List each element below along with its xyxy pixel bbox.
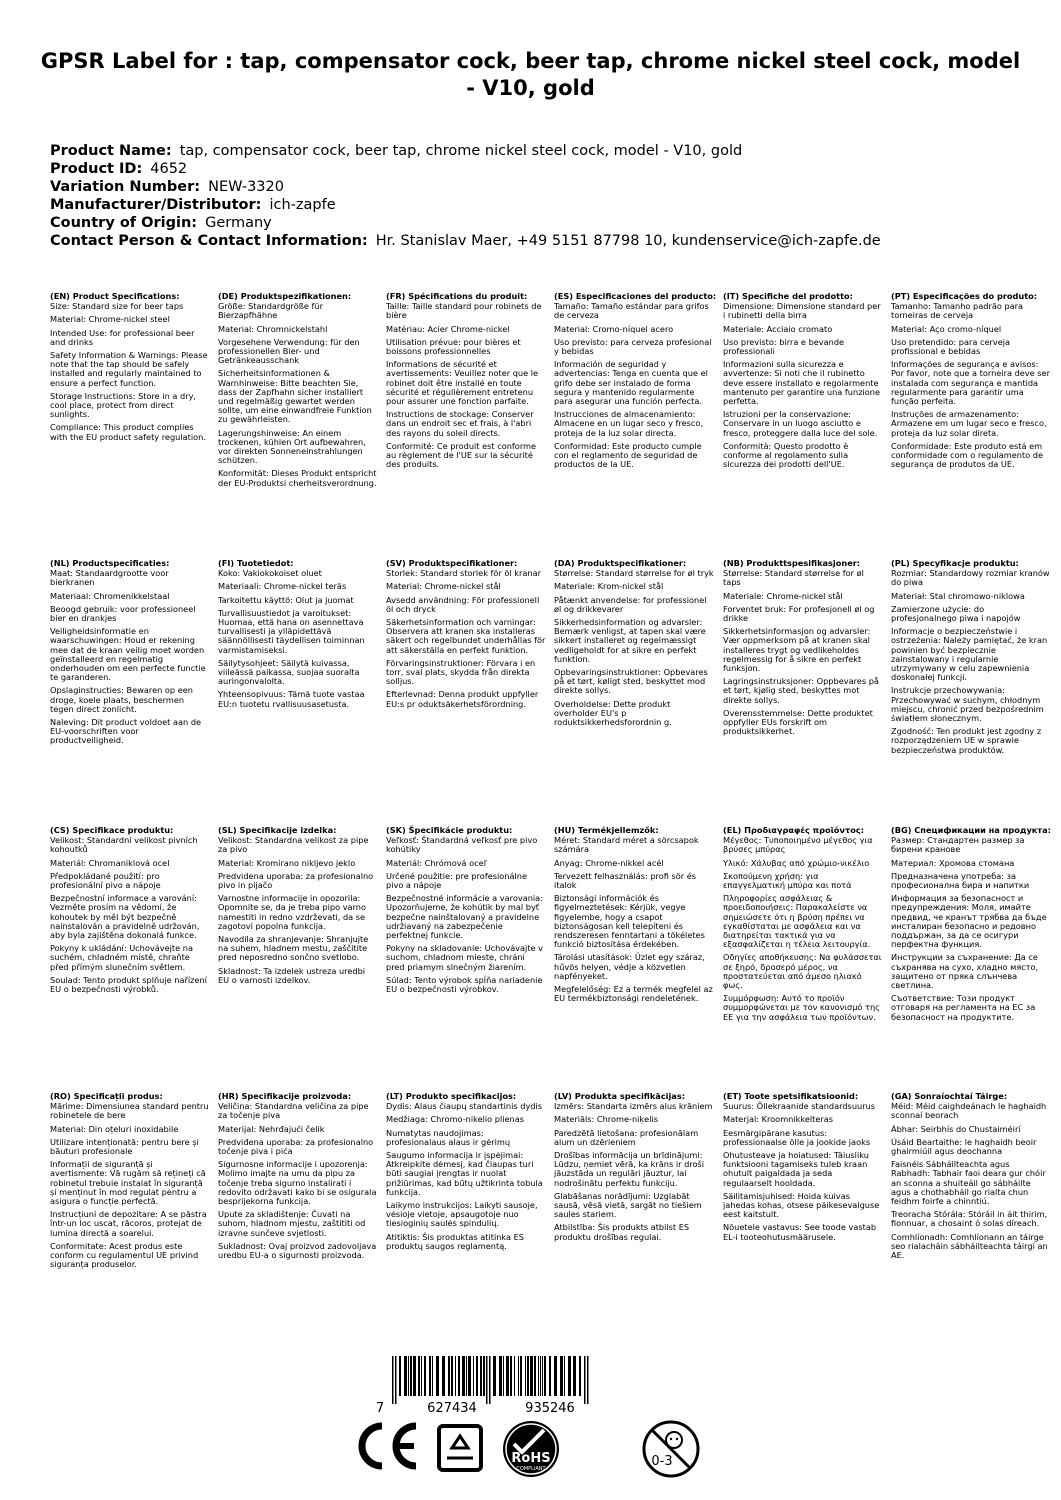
spec-line: Comhlíonadh: Comhlíonann an táirge seo rialacháin sábháilteachta táirgí an AE. bbox=[891, 1231, 1048, 1261]
spec-line: Informacje o bezpieczeństwie i ostrzeżenia: Należy pamiętać, że kran powinien być bezpiecznie zainstalowany i regularnie utrzymywany w celu zapewnienia doskonałej funkcji. bbox=[891, 626, 1048, 683]
spec-line: Lagringsinstruksjoner: Oppbevares på et tørt, kjølig sted, beskyttes mot direkte sollys. bbox=[723, 676, 879, 705]
barcode-bar bbox=[503, 1356, 504, 1396]
spec-heading: (HR) Specifikacije proizvoda: bbox=[218, 1091, 352, 1101]
spec-line: Lagerungshinweise: An einem trockenen, kühlen Ort aufbewahren, vor direkten Sonneneinstrahlungen schützen. bbox=[218, 427, 366, 466]
barcode-bar bbox=[573, 1356, 576, 1396]
spec-line: Efterlevnad: Denna produkt uppfyller EU:s pr oduktsäkerhetsförordning. bbox=[386, 689, 539, 709]
info-row bbox=[50, 232, 1030, 250]
barcode bbox=[372, 1356, 608, 1416]
spec-line: Material: Aço cromo-níquel bbox=[891, 323, 1002, 334]
spec-line: Overensstemmelse: Dette produktet oppfyller EUs forskrift om produktsikkerhet. bbox=[723, 707, 873, 737]
spec-line: Intended Use: for professional beer and drinks bbox=[50, 327, 195, 347]
spec-line: Material: Kromirano nikljevo jeklo bbox=[218, 857, 356, 868]
spec-line: Conformità: Questo prodotto è conforme al regolamento sulla sicurezza dei prodotti dell'UE. bbox=[723, 440, 849, 470]
spec-line: Turvallisuustiedot ja varoitukset: Huomaa, että hana on asennettava turvallisesti ja ylläpidettävä säännöllisesti täydellisen toiminnan varmistamiseksi. bbox=[218, 607, 365, 655]
barcode-bar bbox=[549, 1356, 551, 1396]
spec-line: Säilitamisjuhised: Hoida kuivas jahedas kohas, otsese päikesevalguse eest kaitstult. bbox=[723, 1190, 880, 1220]
barcode-digits: 627434 bbox=[427, 1401, 477, 1416]
spec-line: Instrucciones de almacenamiento: Almacene en un lugar seco y fresco, proteja de la luz solar directa. bbox=[554, 409, 704, 438]
barcode-bar bbox=[506, 1356, 509, 1396]
spec-heading: (FR) Spécifications du produit: bbox=[386, 291, 528, 301]
spec-heading: (LV) Produkta specifikācijas: bbox=[554, 1091, 685, 1101]
age-label: 0-3 bbox=[651, 1454, 673, 1469]
spec-heading: (DA) Produktspecifikationer: bbox=[554, 558, 687, 568]
spec-line: Utilizare intenționată: pentru bere și băuturi profesionale bbox=[50, 1136, 199, 1157]
spec-heading: (IT) Specifiche del prodotto: bbox=[723, 291, 853, 301]
spec-line: Overholdelse: Dette produkt overholder EU's p roduktsikkerhedsforordnin g. bbox=[554, 698, 672, 728]
spec-line: Säkerhetsinformation och varningar: Observera att kranen ska installeras säkert och regelbundet underhållas för att säkerställa en perfekt funktion. bbox=[386, 617, 546, 655]
spec-block bbox=[723, 292, 883, 473]
spec-line: Pokyny k ukládání: Uchovávejte na suchém, chladném místě, chraňte před přímým slunečním světlem. bbox=[50, 943, 193, 972]
spec-block bbox=[218, 1092, 378, 1264]
compliance-icons bbox=[0, 1418, 1061, 1482]
spec-line: Ábhar: Seirbhís do Chustaiméirí bbox=[891, 1123, 1021, 1134]
barcode-bar bbox=[483, 1356, 485, 1396]
spec-line: Skladnost: Ta izdelek ustreza uredbi EU o varnosti izdelkov. bbox=[218, 965, 366, 985]
barcode-bar bbox=[568, 1356, 571, 1396]
info-value: NEW-3320 bbox=[208, 179, 284, 195]
barcode-bar bbox=[540, 1356, 541, 1396]
spec-line: Uso previsto: birra e bevande professionali bbox=[723, 336, 845, 357]
barcode-bar bbox=[579, 1356, 581, 1396]
spec-line: Biztonsági információk és figyelmeztetések: Kérjük, vegye figyelembe, hogy a csapot biztonságosan kell telepíteni és rendszeresen fenntartani a tökéletes funkció biztosítása érdekében. bbox=[554, 893, 705, 950]
barcode-bar bbox=[424, 1356, 426, 1396]
spec-block bbox=[386, 826, 546, 998]
not-for-children-0-3-icon bbox=[640, 1418, 702, 1480]
barcode-guard-bar bbox=[489, 1356, 491, 1404]
barcode-guard-bar bbox=[486, 1356, 488, 1404]
spec-line: Drošības informācija un brīdinājumi: Lūdzu, ņemiet vērā, ka krāns ir droši jāuzstāda un regulāri jāuztur, lai nodrošinātu perfektu funkciju. bbox=[554, 1150, 705, 1188]
spec-line: Tarkoitettu käyttö: Olut ja juomat bbox=[218, 594, 354, 605]
spec-line: Konformität: Dieses Produkt entspricht der EU-Produktsi cherheitsverordnung. bbox=[218, 468, 377, 488]
spec-line: Materiał: Stal chromowo-niklowa bbox=[891, 590, 1025, 601]
spec-block bbox=[218, 559, 378, 713]
spec-line: Veľkosť: Štandardná veľkosť pre pivo kohútiky bbox=[386, 835, 538, 855]
spec-heading: (NL) Productspecificaties: bbox=[50, 558, 170, 568]
barcode-bar bbox=[514, 1356, 515, 1396]
spec-line: Bezpečnostné informácie a varovania: Upozorňujeme, že kohútik by mal byť bezpečne nainštalovaný a pravidelne udržiavaný na zabezpečenie perfektnej funkcie. bbox=[386, 893, 543, 941]
info-row bbox=[50, 196, 1030, 214]
barcode-bar bbox=[399, 1356, 401, 1396]
info-label: Product ID: bbox=[50, 161, 143, 177]
barcode-bar bbox=[520, 1356, 522, 1396]
barcode-bar bbox=[462, 1356, 465, 1396]
spec-line: Materjal: Kroomnikkelteras bbox=[723, 1114, 834, 1125]
spec-line: Conformidad: Este producto cumple con el reglamento de seguridad de productos de la UE. bbox=[554, 440, 702, 470]
barcode-bar bbox=[525, 1356, 526, 1396]
spec-line: Size: Standard size for beer taps bbox=[50, 301, 184, 312]
spec-line: Conformitate: Acest produs este conform cu regulamentul UE privind siguranța produselor. bbox=[50, 1240, 199, 1270]
spec-line: Dimensione: Dimensione standard per i rubinetti della birra bbox=[723, 301, 881, 321]
spec-line: Izmērs: Standarta izmērs alus krāniem bbox=[554, 1101, 713, 1112]
info-label: Contact Person & Contact Information: bbox=[50, 233, 368, 249]
spec-line: Maat: Standaardgrootte voor bierkranen bbox=[50, 568, 169, 588]
spec-block bbox=[723, 1092, 883, 1246]
spec-line: Méid: Méid caighdeánach le haghaidh sconnaí beorach bbox=[891, 1101, 1047, 1121]
barcode-bar bbox=[480, 1356, 482, 1396]
info-value: ich-zapfe bbox=[269, 197, 336, 213]
info-value: tap, compensator cock, beer tap, chrome nickel steel cock, model - V10, gold bbox=[179, 143, 743, 159]
rohs-sublabel: COMPLIANT bbox=[516, 1466, 546, 1472]
spec-block bbox=[50, 559, 210, 750]
barcode-bar bbox=[493, 1356, 496, 1396]
spec-line: Instruções de armazenamento: Armazene em um lugar seco e fresco, proteja da luz solar direta. bbox=[891, 409, 1047, 438]
spec-line: Laikymo instrukcijos: Laikyti sausoje, vėsioje vietoje, apsaugotoje nuo tiesioginių saulės spindulių. bbox=[386, 1200, 538, 1229]
spec-line: Materiaali: Chrome-nickel teräs bbox=[218, 581, 347, 592]
barcode-digits: 7 bbox=[375, 1401, 385, 1416]
barcode-bar bbox=[554, 1356, 557, 1396]
spec-line: Veličina: Standardna veličina za pipe za točenje piva bbox=[218, 1101, 369, 1121]
spec-line: Uso previsto: para cerveza profesional y bebidas bbox=[554, 336, 712, 357]
spec-line: Tervezett felhasználás: profi sör és italok bbox=[554, 870, 697, 891]
spec-line: Dydis: Alaus čiaupų standartinis dydis bbox=[386, 1101, 543, 1112]
spec-heading: (FI) Tuotetiedot: bbox=[218, 558, 294, 568]
barcode-bar bbox=[560, 1356, 563, 1396]
spec-line: Glabāšanas norādījumi: Uzglabāt sausā, vēsā vietā, sargāt no tiešiem saules stariem. bbox=[554, 1190, 702, 1220]
spec-heading: (ES) Especificaciones del producto: bbox=[554, 291, 717, 301]
spec-line: Predviđena uporaba: za profesionalno točenje piva i pića bbox=[218, 1136, 374, 1157]
spec-line: Predvidena uporaba: za profesionalno pivo in pijačo bbox=[218, 870, 374, 891]
info-label: Product Name: bbox=[50, 143, 172, 159]
spec-line: Sukladnost: Ovaj proizvod zadovoljava uredbu EU-a o sigurnosti proizvoda. bbox=[218, 1240, 377, 1261]
spec-line: Sigurnosne informacije i upozorenja: Molimo imajte na umu da pipu za točenje treba sigurno instalirati i redovito održavati kako bi se osigurala besprijekorna funkcija. bbox=[218, 1159, 377, 1207]
spec-line: Påtænkt anvendelse: for professionel øl og drikkevarer bbox=[554, 594, 707, 614]
spec-line: Съответствие: Този продукт отговаря на регламента на ЕС за безопасност на продуктите. bbox=[891, 993, 1036, 1022]
spec-heading: (HU) Termékjellemzők: bbox=[554, 825, 659, 835]
barcode-bar bbox=[510, 1356, 512, 1396]
spec-line: Medžiaga: Chromo-nikelio plienas bbox=[386, 1114, 525, 1125]
barcode-guard-bar bbox=[587, 1356, 589, 1404]
spec-line: Compliance: This product complies with the EU product safety regulation. bbox=[50, 422, 206, 442]
spec-line: Material: Chromnickelstahl bbox=[218, 323, 328, 334]
spec-block bbox=[554, 826, 714, 1007]
spec-line: Información de seguridad y advertencias: Tenga en cuenta que el grifo debe ser instalado de forma segura y mantenido regularmente para asegurar una función perfecta. bbox=[554, 359, 708, 407]
barcode-bar bbox=[518, 1356, 519, 1396]
spec-line: Инструкции за съхранение: Да се съхранява на сухо, хладно място, защитено от пряка слънчева светлина. bbox=[891, 952, 1039, 991]
spec-block bbox=[554, 1092, 714, 1246]
spec-line: Bezpečnostní informace a varování: Vezměte prosím na vědomí, že kohoutek by měl být bezpečně nainstalován a pravidelně udržován, aby byla zajištěna dokonalá funkce. bbox=[50, 893, 200, 941]
barcode-digits: 935246 bbox=[525, 1401, 575, 1416]
spec-line: Naleving: Dit product voldoet aan de EU-voorschriften voor productveiligheid. bbox=[50, 717, 202, 746]
spec-line: Taille: Taille standard pour robinets de bière bbox=[386, 301, 542, 321]
barcode-bar bbox=[451, 1356, 453, 1396]
spec-line: Sicherheitsinformationen & Warnhinweise: Bitte beachten Sie, dass der Zapfhahn sicher installiert und regelmäßig gewartet werden sollte, um eine einwandfreie Funktion zu gewährleisten. bbox=[218, 368, 372, 425]
spec-heading: (BG) Спецификации на продукта: bbox=[891, 825, 1051, 835]
spec-line: Informações de segurança e avisos: Por favor, note que a torneira deve ser instalada com segurança e mantida regularmente para garantir uma função perfeita. bbox=[891, 359, 1050, 407]
spec-line: Navodila za shranjevanje: Shranjujte na suhem, hladnem mestu, zaščitite pred neposredno sončno svetlobo. bbox=[218, 934, 369, 963]
spec-line: Material: Din oțeluri inoxidabile bbox=[50, 1123, 179, 1134]
spec-line: Materiaal: Chromenikkelstaal bbox=[50, 590, 170, 601]
barcode-bar bbox=[534, 1356, 536, 1396]
spec-line: Material: Cromo-níquel acero bbox=[554, 323, 674, 334]
recycle-icon bbox=[433, 1418, 487, 1478]
spec-line: Nõuetele vastavus: See toode vastab EL-i tooteohutusmäärusele. bbox=[723, 1222, 877, 1242]
spec-line: Suurus: Õllekraanide standardsuurus bbox=[723, 1101, 876, 1112]
spec-line: Materiale: Chrome-nickel stål bbox=[723, 590, 843, 601]
spec-heading: (EN) Product Specifications: bbox=[50, 291, 180, 301]
spec-line: Varnostne informacije in opozorila: Opomnite se, da je treba pipo varno namestiti in redno vzdrževati, da se zagotovi popolna funkcija. bbox=[218, 893, 366, 931]
spec-line: Størrelse: Standard størrelse for øl tryk bbox=[554, 568, 714, 579]
spec-block bbox=[50, 292, 210, 446]
page-title: GPSR Label for : tap, compensator cock, beer tap, chrome nickel steel cock, model - V10, gold bbox=[40, 49, 1021, 100]
barcode-bar bbox=[442, 1356, 445, 1396]
barcode-guard-bar bbox=[395, 1356, 397, 1404]
info-row bbox=[50, 178, 1030, 196]
spec-line: Säilytysohjeet: Säilytä kuivassa, viileässä paikassa, suojaa suoralta auringonvalolta. bbox=[218, 657, 360, 687]
barcode-bar bbox=[418, 1356, 420, 1396]
spec-block bbox=[723, 559, 883, 740]
barcode-bar bbox=[410, 1356, 412, 1396]
spec-line: Opbevaringsinstruktioner: Opbevares på et tørt, køligt sted, beskyttet mod direkte sollys. bbox=[554, 667, 708, 696]
spec-line: Πληροφορίες ασφάλειας & προειδοποιήσεις: Παρακαλείστε να σημειώσετε ότι η βρύση πρέπει να εγκαθίσταται με ασφάλεια και να διατηρείται τακτικά για να εξασφαλίζεται η τέλεια λειτουργία. bbox=[723, 893, 871, 950]
barcode-bar bbox=[404, 1356, 407, 1396]
spec-heading: (PL) Specyfikacje produktu: bbox=[891, 558, 1019, 568]
spec-line: Saugumo informacija ir įspėjimai: Atkreipkite dėmesį, kad čiaupas turi būti saugiai įrengtas ir nuolat prižiūrimas, kad būtų užtikrinta tobula funkcija. bbox=[386, 1150, 543, 1197]
spec-heading: (EL) Προδιαγραφές προϊόντος: bbox=[723, 825, 864, 835]
spec-line: Materiál: Chrómová oceľ bbox=[386, 857, 487, 868]
barcode-bar bbox=[476, 1356, 478, 1396]
barcode-bar bbox=[473, 1356, 474, 1396]
info-label: Manufacturer/Distributor: bbox=[50, 197, 262, 213]
spec-line: Materiale: Acciaio cromato bbox=[723, 323, 833, 334]
spec-line: Sikkerhetsinformasjon og advarsler: Vær oppmerksom på at kranen skal installeres trygt og vedlikeholdes regelmessig for å sikre en perfekt funksjon. bbox=[723, 626, 871, 674]
spec-heading: (ET) Toote spetsifikatsioonid: bbox=[723, 1091, 859, 1101]
spec-heading: (SL) Specifikacije izdelka: bbox=[218, 825, 337, 835]
product-info bbox=[50, 142, 1030, 250]
spec-line: Veiligheidsinformatie en waarschuwingen: Houd er rekening mee dat de kraan veilig moet worden geïnstalleerd en regelmatig onderhouden om een perfecte functie te garanderen. bbox=[50, 626, 206, 683]
spec-line: Faisnéis Sábháilteachta agus Rabhadh: Tabhair faoi deara gur chóir an sconna a shuiteáil go sábháilte agus a chothabháil go rialta chun feidhm foirfe a chinntiú. bbox=[891, 1159, 1046, 1207]
spec-line: Οδηγίες αποθήκευσης: Να φυλάσσεται σε ξηρό, δροσερό μέρος, να προστατεύεται από άμεσο ηλιακό φως. bbox=[723, 952, 882, 991]
barcode-guard-bar bbox=[584, 1356, 586, 1404]
barcode-bar bbox=[466, 1356, 467, 1396]
spec-line: Tamaño: Tamaño estándar para grifos de cerveza bbox=[554, 301, 709, 321]
ce-mark-icon bbox=[350, 1418, 422, 1474]
spec-line: Istruzioni per la conservazione: Conservare in un luogo asciutto e fresco, proteggere dalla luce del sole. bbox=[723, 409, 878, 438]
spec-line: Určené použitie: pre profesionálne pivo a nápoje bbox=[386, 870, 527, 891]
spec-block bbox=[554, 559, 714, 731]
spec-line: Informations de sécurité et avertissements: Veuillez noter que le robinet doit être installé en toute sécurité et régulièrement entretenu pour assurer une fonction parfaite. bbox=[386, 359, 539, 407]
spec-line: Velikost: Standardna velikost za pipe za pivo bbox=[218, 835, 369, 855]
spec-line: Anyag: Chrome-nikkel acél bbox=[554, 857, 664, 868]
spec-line: Größe: Standardgröße für Bierzapfhähne bbox=[218, 301, 323, 321]
spec-block bbox=[218, 292, 378, 492]
spec-line: Materiāls: Chrome-niķelis bbox=[554, 1114, 659, 1125]
info-row bbox=[50, 214, 1030, 232]
spec-line: Material: Chrome-nickel stål bbox=[386, 581, 501, 592]
spec-line: Sikkerhedsinformation og advarsler: Bemærk venligst, at tapen skal være sikkert installeret og regelmæssigt vedligeholdt for at sikre en perfekt funktion. bbox=[554, 617, 706, 664]
spec-line: Beoogd gebruik: voor professioneel bier en drankjes bbox=[50, 603, 196, 624]
spec-line: Размер: Стандартен размер за бирени кранове bbox=[891, 835, 1025, 855]
spec-line: Material: Chrome-nickel steel bbox=[50, 314, 170, 325]
spec-line: Zamierzone użycie: do profesjonalnego piwa i napojów bbox=[891, 603, 1021, 624]
spec-line: Materijal: Nehrđajući čelik bbox=[218, 1123, 325, 1134]
barcode-bar bbox=[432, 1356, 433, 1396]
spec-block bbox=[50, 826, 210, 998]
spec-line: Ohutusteave ja hoiatused: Täiusliku funktsiooni tagamiseks tuleb kraan ohutult paigaldada ja seda regulaarselt hooldada. bbox=[723, 1150, 869, 1188]
spec-block bbox=[50, 1092, 210, 1273]
barcode-guard-bar bbox=[392, 1356, 394, 1404]
spec-heading: (PT) Especificações do produto: bbox=[891, 291, 1038, 301]
barcode-bar bbox=[468, 1356, 471, 1396]
spec-block bbox=[218, 826, 378, 989]
spec-line: Tamanho: Tamanho padrão para torneiras de cerveja bbox=[891, 301, 1024, 321]
spec-line: Storlek: Standard storlek för öl kranar bbox=[386, 568, 541, 579]
spec-heading: (SV) Produktspecifikationer: bbox=[386, 558, 518, 568]
spec-line: Atitiktis: Šis produktas atitinka ES produktų saugos reglamentą. bbox=[386, 1231, 524, 1251]
spec-line: Atbilstība: Šis produkts atbilst ES produktu drošības regulai. bbox=[554, 1222, 690, 1242]
info-value: Hr. Stanislav Maer, +49 5151 87798 10, kundenservice@ich-zapfe.de bbox=[375, 233, 881, 249]
spec-line: Paredzētā lietošana: profesionālam alum un dzērieniem bbox=[554, 1127, 699, 1147]
barcode-bar bbox=[455, 1356, 456, 1396]
spec-line: Megfelelőség: Ez a termék megfelel az EU termékbiztonsági rendeletének. bbox=[554, 984, 713, 1004]
spec-line: Pokyny na skladovanie: Uchovávajte v suchom, chladnom mieste, chráni pred priamym slnečným žiarením. bbox=[386, 943, 544, 972]
spec-block bbox=[891, 826, 1051, 1026]
spec-line: Uso pretendido: para cerveja profissional e bebidas bbox=[891, 336, 1011, 357]
spec-block bbox=[891, 1092, 1051, 1264]
spec-line: Upute za skladištenje: Čuvati na suhom, hladnom mjestu, zaštititi od izravne sunčeve svjetlosti. bbox=[218, 1209, 366, 1238]
spec-block bbox=[891, 292, 1051, 473]
spec-line: Materiale: Krom-nickel stål bbox=[554, 581, 664, 592]
spec-heading: (SK) Špecifikácie produktu: bbox=[386, 825, 513, 835]
spec-line: Conformidade: Este produto está em conformidade com o regulamento de segurança de produtos da UE. bbox=[891, 440, 1043, 470]
spec-line: Předpokládané použití: pro profesionální pivo a nápoje bbox=[50, 870, 161, 891]
barcode-bar bbox=[436, 1356, 439, 1396]
rohs-icon bbox=[500, 1418, 562, 1480]
spec-line: Súlad: Tento výrobok spĺňa nariadenie EU o bezpečnosti výrobkov. bbox=[386, 974, 543, 995]
barcode-bar bbox=[458, 1356, 460, 1396]
spec-line: Avsedd användning: För professionell öl och dryck bbox=[386, 594, 540, 614]
spec-line: Σκοπούμενη χρήση: για επαγγελματική μπύρα και ποτά bbox=[723, 870, 852, 891]
spec-line: Utilisation prévue: pour bières et boissons professionnelles bbox=[386, 336, 521, 357]
spec-line: Størrelse: Standard størrelse for øl taps bbox=[723, 568, 864, 588]
spec-line: Matériau: Acier Chrome-nickel bbox=[386, 323, 510, 334]
spec-line: Conformité: Ce produit est conforme au règlement de l'UE sur la sécurité des produits. bbox=[386, 440, 537, 470]
spec-line: Storage Instructions: Store in a dry, cool place, protect from direct sunlights. bbox=[50, 390, 197, 420]
spec-line: Forventet bruk: For profesjonell øl og drikke bbox=[723, 603, 875, 624]
barcode-bar bbox=[421, 1356, 422, 1396]
rohs-label: RoHS bbox=[511, 1451, 551, 1466]
spec-line: Velikost: Standardní velikost pivních kohoutků bbox=[50, 835, 198, 855]
info-label: Country of Origin: bbox=[50, 215, 198, 231]
spec-line: Materiál: Chromaniklová ocel bbox=[50, 857, 170, 868]
spec-heading: (NB) Produkttspesifikasjoner: bbox=[723, 558, 861, 568]
spec-line: Υλικό: Χάλυβας από χρώμιο-νικέλιο bbox=[723, 857, 870, 868]
spec-heading: (GA) Sonraíochtaí Táirge: bbox=[891, 1091, 1008, 1101]
spec-line: Instrukcje przechowywania: Przechowywać w suchym, chłodnym miejscu, chronić przed bezpośrednim światłem słonecznym. bbox=[891, 685, 1044, 724]
spec-line: Zgodność: Ten produkt jest zgodny z rozporządzeniem UE w sprawie bezpieczeństwa produktów. bbox=[891, 726, 1042, 755]
barcode-bar bbox=[499, 1356, 502, 1396]
spec-line: Vorgesehene Verwendung: für den professionellen Bier- und Getränkeausschank bbox=[218, 336, 360, 366]
spec-heading: (RO) Specificații produs: bbox=[50, 1091, 163, 1101]
spec-line: Safety Information & Warnings: Please note that the tap should be safely installed and regularly maintained to ensure a perfect function. bbox=[50, 350, 208, 388]
spec-block bbox=[554, 291, 717, 473]
spec-line: Μέγεθος: Τυποποιημένο μέγεθος για βρύσες μπύρας bbox=[723, 835, 873, 855]
barcode-bar bbox=[538, 1356, 539, 1396]
barcode-bar bbox=[527, 1356, 529, 1396]
spec-heading: (LT) Produkto specifikacijos: bbox=[386, 1091, 517, 1101]
barcode-bar bbox=[544, 1356, 546, 1396]
spec-block bbox=[891, 559, 1051, 759]
barcode-bar bbox=[542, 1356, 543, 1396]
spec-block bbox=[386, 559, 546, 713]
spec-line: Eesmärgipärane kasutus: professionaalse õlle ja jookide jaoks bbox=[723, 1127, 871, 1147]
spec-line: Soulad: Tento produkt splňuje nařízení EU o bezpečnosti výrobků. bbox=[50, 974, 207, 995]
info-label: Variation Number: bbox=[50, 179, 201, 195]
spec-line: Mărime: Dimensiunea standard pentru robinetele de bere bbox=[50, 1101, 209, 1121]
spec-line: Материал: Хромова стомана bbox=[891, 857, 1015, 868]
info-value: Germany bbox=[205, 215, 272, 231]
spec-line: Информация за безопасност и предупреждения: Моля, имайте предвид, че кранът трябва да бъде инсталиран безопасно и редовно поддържан, за да се осигури перфектна функция. bbox=[891, 893, 1047, 950]
info-value: 4652 bbox=[150, 161, 188, 177]
spec-block bbox=[386, 292, 546, 473]
spec-line: Úsáid Beartaithe: le haghaidh beoir ghairmiúil agus deochanna bbox=[891, 1136, 1037, 1157]
barcode-bar bbox=[564, 1356, 565, 1396]
spec-heading: (CS) Specifikace produktu: bbox=[50, 825, 174, 835]
spec-line: Informazioni sulla sicurezza e avvertenze: Si noti che il rubinetto deve essere installato e regolarmente mantenuto per garantire una funzione perfetta. bbox=[723, 359, 880, 407]
spec-block bbox=[723, 826, 883, 1026]
barcode-bar bbox=[429, 1356, 431, 1396]
info-row bbox=[50, 142, 1030, 160]
spec-line: Koko: Vakiokokoiset oluet bbox=[218, 568, 322, 579]
spec-line: Предназначена употреба: за професионална бира и напитки bbox=[891, 870, 1030, 891]
spec-line: Instructions de stockage: Conserver dans un endroit sec et frais, à l'abri des rayons du soleil directs. bbox=[386, 409, 534, 438]
spec-line: Treoracha Stórála: Stóráil in áit thirim, fionnuar, a chosaint ó solas díreach. bbox=[891, 1209, 1048, 1229]
spec-line: Informații de siguranță și avertismente: Vă rugăm să rețineți că robinetul trebuie instalat în siguranță și menținut în mod regulat pentru a asigura o funcție perfectă. bbox=[50, 1159, 206, 1207]
info-row bbox=[50, 160, 1030, 178]
spec-line: Numatytas naudojimas: profesionalaus alaus ir gėrimų bbox=[386, 1127, 511, 1147]
spec-line: Opslaginstructies: Bewaren op een droge, koele plaats, beschermen tegen direct zonlicht. bbox=[50, 685, 193, 714]
spec-line: Förvaringsinstruktioner: Förvara i en torr, sval plats, skydda från direkta solljus. bbox=[386, 657, 536, 687]
barcode-bar bbox=[448, 1356, 450, 1396]
spec-line: Instrucțiuni de depozitare: A se păstra într-un loc uscat, răcoros, protejat de lumina directă a soarelui. bbox=[50, 1209, 207, 1238]
spec-line: Tárolási utasítások: Üzlet egy száraz, hűvös helyen, védje a közvetlen napfényeket. bbox=[554, 952, 705, 981]
barcode-bar bbox=[408, 1356, 409, 1396]
spec-line: Méret: Standard méret a sörcsapok számára bbox=[554, 835, 699, 855]
barcode-bar bbox=[530, 1356, 533, 1396]
barcode-bar bbox=[413, 1356, 416, 1396]
spec-heading: (DE) Produktspezifikationen: bbox=[218, 291, 352, 301]
spec-line: Συμμόρφωση: Αυτό το προϊόν συμμορφώνεται με τον κανονισμό της ΕΕ για την ασφάλεια των προϊόντων. bbox=[723, 993, 880, 1022]
spec-block bbox=[386, 1092, 546, 1255]
spec-line: Yhteensopivuus: Tämä tuote vastaa EU:n tuotetu rvallisuusasetusta. bbox=[218, 689, 365, 709]
spec-line: Rozmiar: Standardowy rozmiar kranów do piwa bbox=[891, 568, 1050, 588]
